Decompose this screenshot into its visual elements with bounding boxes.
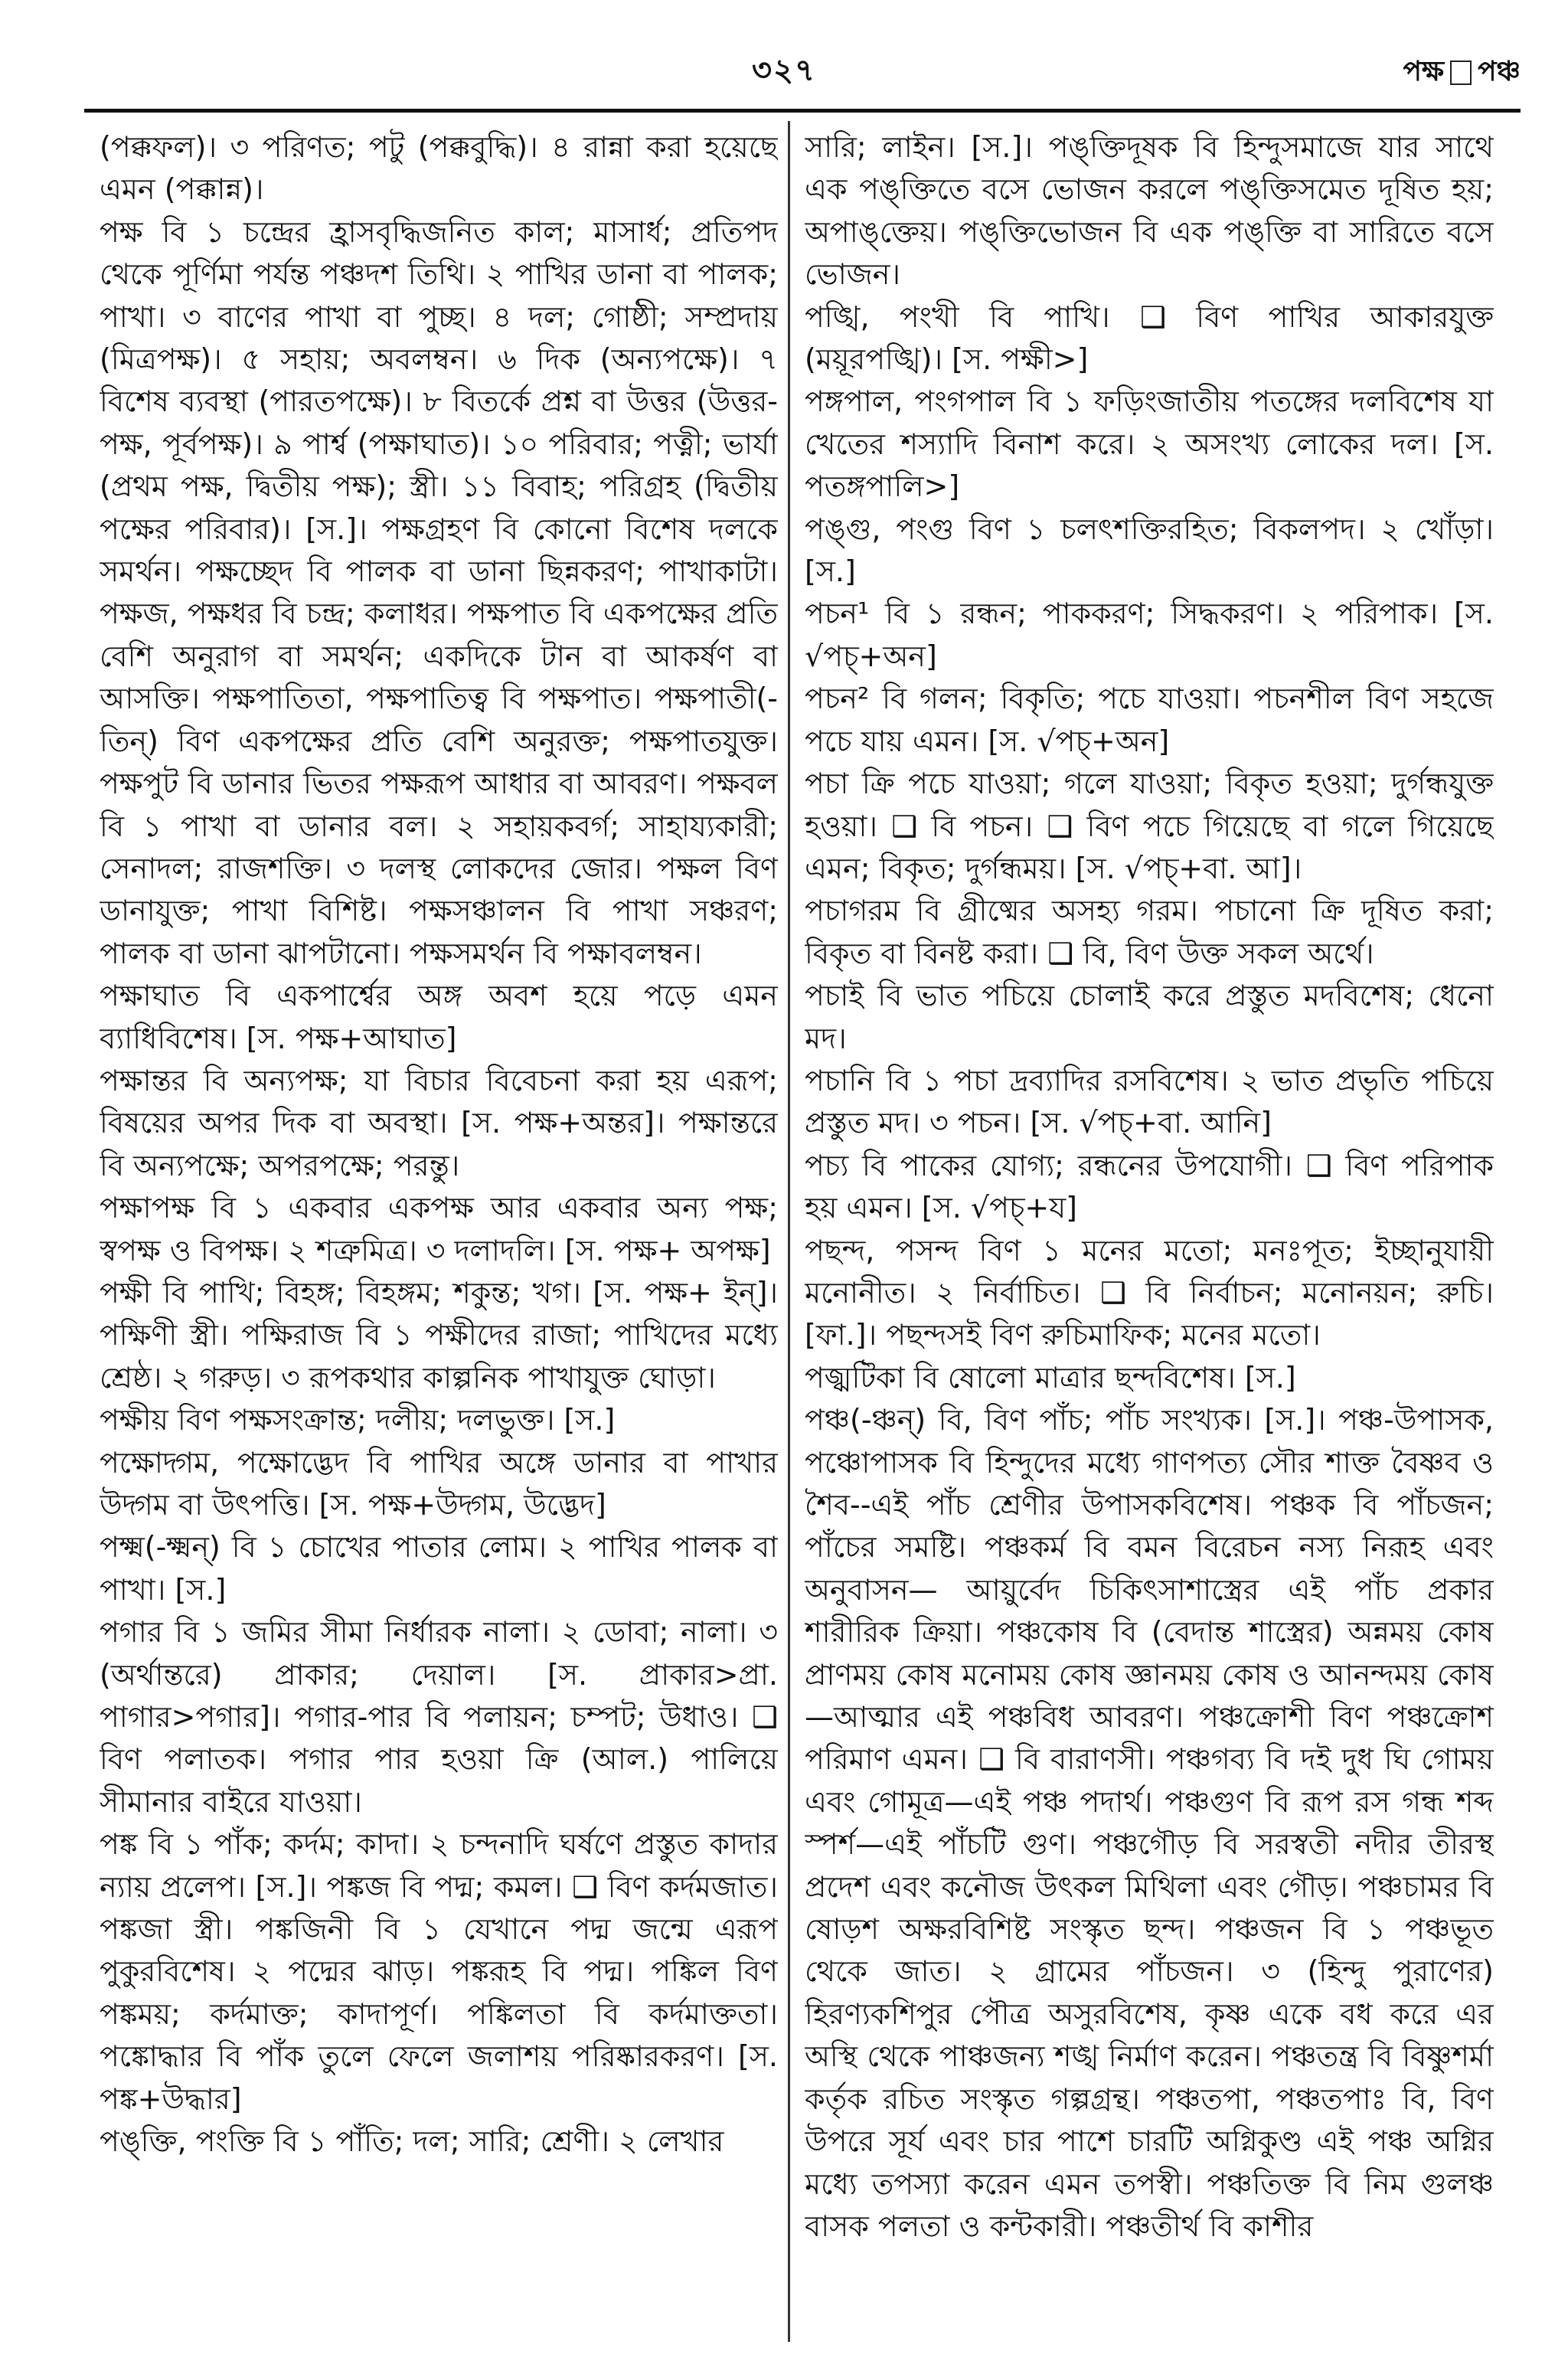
- dictionary-entry: পগার বি ১ জমির সীমা নির্ধারক নালা। ২ ডোবা; নালা। ৩ (অর্থান্তরে) প্রাকার; দেয়াল। [স. প্রাকার>প্রা. পাগার>পগার]। পগার-পার বি পলায়ন; চম্পট; উধাও। ❑ বিণ পলাতক। পগার পার হওয়া ক্রি (আল.) পালিয়ে সীমানার বাইরে যাওয়া।: [100, 1615, 778, 1819]
- dictionary-entry: পক্ষান্তর বি অন্যপক্ষ; যা বিচার বিবেচনা করা হয় এরূপ; বিষয়ের অপর দিক বা অবস্থা। [স. পক্ষ+অন্তর]। পক্ষান্তরে বি অন্যপক্ষে; অপরপক্ষে; পরন্তু।: [100, 1063, 778, 1182]
- column-divider: [788, 121, 790, 2342]
- dictionary-entry: পচ্য বি পাকের যোগ্য; রন্ধনের উপযোগী। ❑ বিণ পরিপাক হয় এমন। [স. √পচ্+য]: [805, 1148, 1494, 1225]
- dictionary-entry: পক্ষাঘাত বি একপার্শ্বের অঙ্গ অবশ হয়ে পড়ে এমন ব্যাধিবিশেষ। [স. পক্ষ+আঘাত]: [100, 979, 778, 1055]
- dictionary-entry: পচা ক্রি পচে যাওয়া; গলে যাওয়া; বিকৃত হওয়া; দুর্গন্ধযুক্ত হওয়া। ❑ বি পচন। ❑ বিণ পচে গিয়েছে বা গলে গিয়েছে এমন; বিকৃত; দুর্গন্ধময়। [স. √পচ্+বা. আ]।: [805, 767, 1494, 885]
- dictionary-entry: পঙ্‌ক্তি, পংক্তি বি ১ পাঁতি; দল; সারি; শ্রেণী। ২ লেখার: [100, 2124, 724, 2159]
- dictionary-entry: পঙ্ক বি ১ পাঁক; কর্দম; কাদা। ২ চন্দনাদি ঘর্ষণে প্রস্তুত কাদার ন্যায় প্রলেপ। [স.]। পঙ্কজ বি পদ্ম; কমল। ❑ বিণ কর্দমজাত। পঙ্কজা স্ত্রী। পঙ্কজিনী বি ১ যেখানে পদ্ম জন্মে এরূপ পুকুরবিশেষ। ২ পদ্মের ঝাড়। পঙ্করূহ বি পদ্ম। পঙ্কিল বিণ পঙ্কময়; কর্দমাক্ত; কাদাপূর্ণ। পঙ্কিলতা বি কর্দমাক্ততা। পঙ্কোদ্ধার বি পাঁক তুলে ফেলে জলাশয় পরিষ্কারকরণ। [স. পঙ্ক+উদ্ধার]: [100, 1827, 778, 2116]
- dictionary-entry: পক্ষোদ্গম, পক্ষোদ্ভেদ বি পাখির অঙ্গে ডানার বা পাখার উদ্গম বা উৎপত্তি। [স. পক্ষ+উদ্গম, উদ্ভেদ]: [100, 1445, 778, 1522]
- dictionary-entry: (পক্কফল)। ৩ পরিণত; পটু (পক্কবুদ্ধি)। ৪ রান্না করা হয়েছে এমন (পক্কান্ন)।: [100, 130, 778, 207]
- dictionary-entry: পজ্ঝটিকা বি ষোলো মাত্রার ছন্দবিশেষ। [স.]: [805, 1360, 1296, 1395]
- dictionary-entry: পঞ্চ(-ঞ্চন্) বি, বিণ পাঁচ; পাঁচ সংখ্যক। [স.]। পঞ্চ-উপাসক, পঞ্চোপাসক বি হিন্দুদের মধ্যে গাণপত্য সৌর শাক্ত বৈষ্ণব ও শৈব--এই পাঁচ শ্রেণীর উপাসকবিশেষ। পঞ্চক বি পাঁচজন; পাঁচের সমষ্টি। পঞ্চকর্ম বি বমন বিরেচন নস্য নিরূহ এবং অনুবাসন— আয়ুর্বেদ চিকিৎসাশাস্ত্রের এই পাঁচ প্রকার শারীরিক ক্রিয়া। পঞ্চকোষ বি (বেদান্ত শাস্ত্রের) অন্নময় কোষ প্রাণময় কোষ মনোময় কোষ জ্ঞানময় কোষ ও আনন্দময় কোষ—আত্মার এই পঞ্চবিধ আবরণ। পঞ্চক্রোশী বিণ পঞ্চক্রোশ পরিমাণ এমন। ❑ বি বারাণসী। পঞ্চগব্য বি দই দুধ ঘি গোময় এবং গোমূত্র—এই পঞ্চ পদার্থ। পঞ্চগুণ বি রূপ রস গন্ধ শব্দ স্পর্শ—এই পাঁচটি গুণ। পঞ্চগৌড় বি সরস্বতী নদীর তীরস্থ প্রদেশ এবং কনৌজ উৎকল মিথিলা এবং গৌড়। পঞ্চচামর বি ষোড়শ অক্ষরবিশিষ্ট সংস্কৃত ছন্দ। পঞ্চজন বি ১ পঞ্চভূত থেকে জাত। ২ গ্রামের পাঁচজন। ৩ (হিন্দু পুরাণের) হিরণ্যকশিপুর পৌত্র অসুরবিশেষ, কৃষ্ণ একে বধ করে এর অস্থি থেকে পাঞ্চজন্য শঙ্খ নির্মাণ করেন। পঞ্চতন্ত্র বি বিষ্ণুশর্মা কর্তৃক রচিত সংস্কৃত গল্পগ্রন্থ। পঞ্চতপা, পঞ্চতপাঃ বি, বিণ উপরে সূর্য এবং চার পাশে চারটি অগ্নিকুণ্ড এই পঞ্চ অগ্নির মধ্যে তপস্যা করেন এমন তপস্বী। পঞ্চতিক্ত বি নিম গুলঞ্চ বাসক পলতা ও কন্টকারী। পঞ্চতীর্থ বি কাশীর: [805, 1403, 1494, 2243]
- dictionary-entry: পক্ষ্ম(-ক্ষ্মন্) বি ১ চোখের পাতার লোম। ২ পাখির পালক বা পাখা। [স.]: [100, 1530, 778, 1607]
- dictionary-entry: পক্ষাপক্ষ বি ১ একবার একপক্ষ আর একবার অন্য পক্ষ; স্বপক্ষ ও বিপক্ষ। ২ শত্রুমিত্র। ৩ দলাদলি। [স. পক্ষ+ অপক্ষ]: [100, 1191, 778, 1267]
- left-column: [100, 126, 778, 2347]
- dictionary-entry: পচানি বি ১ পচা দ্রব্যাদির রসবিশেষ। ২ ভাত প্রভৃতি পচিয়ে প্রস্তুত মদ। ৩ পচন। [স. √পচ্+বা. আনি]: [805, 1063, 1494, 1140]
- box-separator-icon: [1450, 60, 1472, 85]
- guide-word-first: পক্ষ: [1403, 56, 1445, 87]
- dictionary-entry: পছন্দ, পসন্দ বিণ ১ মনের মতো; মনঃপূত; ইচ্ছানুযায়ী মনোনীত। ২ নির্বাচিত। ❑ বি নির্বাচন; মনোনয়ন; রুচি। [ফা.]। পছন্দসই বিণ রুচিমাফিক; মনের মতো।: [805, 1233, 1494, 1352]
- dictionary-entry: পচন² বি গলন; বিকৃতি; পচে যাওয়া। পচনশীল বিণ সহজে পচে যায় এমন। [স. √পচ্+অন]: [805, 682, 1494, 758]
- page-number: ৩২৭: [751, 53, 817, 88]
- dictionary-entry: পক্ষ বি ১ চন্দ্রের হ্রাসবৃদ্ধিজনিত কাল; মাসার্ধ; প্রতিপদ থেকে পূর্ণিমা পর্যন্ত পঞ্চদশ তিথি। ২ পাখির ডানা বা পালক; পাখা। ৩ বাণের পাখা বা পুচ্ছ। ৪ দল; গোষ্ঠী; সম্প্রদায় (মিত্রপক্ষ)। ৫ সহায়; অবলম্বন। ৬ দিক (অন্যপক্ষে)। ৭ বিশেষ ব্যবস্থা (পারতপক্ষে)। ৮ বিতর্কে প্রশ্ন বা উত্তর (উত্তর-পক্ষ, পূর্বপক্ষ)। ৯ পার্শ্ব (পক্ষাঘাত)। ১০ পরিবার; পত্নী; ভার্যা (প্রথম পক্ষ, দ্বিতীয় পক্ষ); স্ত্রী। ১১ বিবাহ; পরিগ্রহ (দ্বিতীয় পক্ষের পরিবার)। [স.]। পক্ষগ্রহণ বি কোনো বিশেষ দলকে সমর্থন। পক্ষচ্ছেদ বি পালক বা ডানা ছিন্নকরণ; পাখাকাটা। পক্ষজ, পক্ষধর বি চন্দ্র; কলাধর। পক্ষপাত বি একপক্ষের প্রতি বেশি অনুরাগ বা সমর্থন; একদিকে টান বা আকর্ষণ বা আসক্তি। পক্ষপাতিতা, পক্ষপাতিত্ব বি পক্ষপাত। পক্ষপাতী(-তিন্) বিণ একপক্ষের প্রতি বেশি অনুরক্ত; পক্ষপাতযুক্ত। পক্ষপুট বি ডানার ভিতর পক্ষরূপ আধার বা আবরণ। পক্ষবল বি ১ পাখা বা ডানার বল। ২ সহায়কবর্গ; সাহায্যকারী; সেনাদল; রাজশক্তি। ৩ দলস্থ লোকদের জোর। পক্ষল বিণ ডানাযুক্ত; পাখা বিশিষ্ট। পক্ষসঞ্চালন বি পাখা সঞ্চরণ; পালক বা ডানা ঝাপটানো। পক্ষসমর্থন বি পক্ষাবলম্বন।: [100, 214, 778, 970]
- dictionary-entry: পচন¹ বি ১ রন্ধন; পাককরণ; সিদ্ধকরণ। ২ পরিপাক। [স. √পচ্+অন]: [805, 597, 1494, 673]
- guide-words: [1403, 51, 1521, 96]
- guide-word-last: পঞ্চ: [1478, 56, 1521, 87]
- page-header: [0, 0, 1568, 115]
- dictionary-entry: পঙ্গু, পংগু বিণ ১ চলৎশক্তিরহিত; বিকলপদ। ২ খোঁড়া। [স.]: [805, 512, 1494, 589]
- dictionary-entry: সারি; লাইন। [স.]। পঙ্‌ক্তিদূষক বি হিন্দুসমাজে যার সাথে এক পঙ্‌ক্তিতে বসে ভোজন করলে পঙ্‌ক্তিসমেত দূষিত হয়; অপাঙ্‌ক্তেয়। পঙ্‌ক্তিভোজন বি এক পঙ্‌ক্তি বা সারিতে বসে ভোজন।: [805, 130, 1494, 292]
- header-rule: [84, 109, 1521, 113]
- right-column: [805, 126, 1494, 2347]
- dictionary-entry: পক্ষী বি পাখি; বিহঙ্গ; বিহঙ্গম; শকুন্ত; খগ। [স. পক্ষ+ ইন্]। পক্ষিণী স্ত্রী। পক্ষিরাজ বি ১ পক্ষীদের রাজা; পাখিদের মধ্যে শ্রেষ্ঠ। ২ গরুড়। ৩ রূপকথার কাল্পনিক পাখাযুক্ত ঘোড়া।: [100, 1275, 778, 1395]
- dictionary-entry: পঙ্খি, পংখী বি পাখি। ❑ বিণ পাখির আকারযুক্ত (ময়ূরপঙ্খি)। [স. পক্ষী>]: [805, 299, 1494, 377]
- dictionary-entry: পক্ষীয় বিণ পক্ষসংক্রান্ত; দলীয়; দলভুক্ত। [স.]: [100, 1403, 616, 1437]
- dictionary-entry: পচাগরম বি গ্রীষ্মের অসহ্য গরম। পচানো ক্রি দূষিত করা; বিকৃত বা বিনষ্ট করা। ❑ বি, বিণ উক্ত সকল অর্থে।: [805, 894, 1494, 970]
- dictionary-entry: পচাই বি ভাত পচিয়ে চোলাই করে প্রস্তুত মদবিশেষ; ধেনো মদ।: [805, 979, 1494, 1055]
- dictionary-entry: পঙ্গপাল, পংগপাল বি ১ ফড়িংজাতীয় পতঙ্গের দলবিশেষ যা খেতের শস্যাদি বিনাশ করে। ২ অসংখ্য লোকের দল। [স. পতঙ্গপালি>]: [805, 384, 1494, 504]
